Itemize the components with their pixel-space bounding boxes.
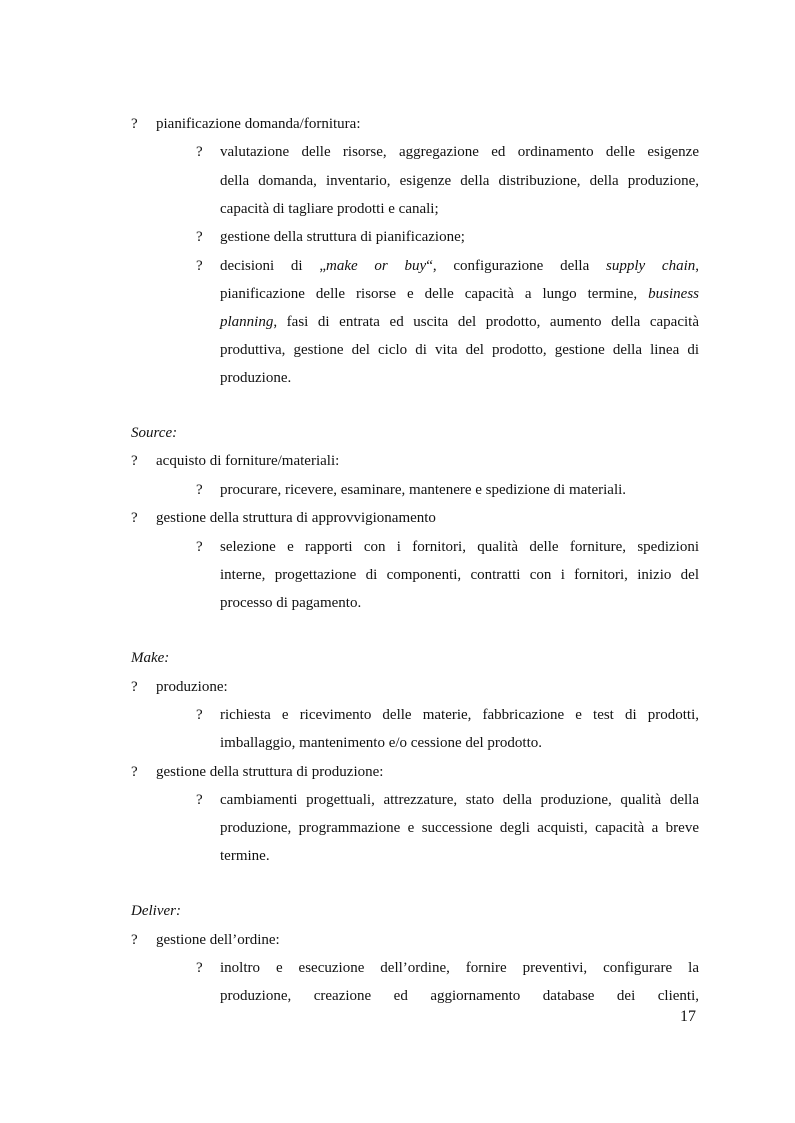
source-sub2-line3: processo di pagamento.	[220, 595, 362, 611]
source-item-structure: gestione della struttura di approvvigionamento	[156, 510, 436, 526]
text-run: “, configurazione della	[426, 258, 606, 274]
text-run-italic: make or buy	[326, 258, 427, 274]
make-item-production: produzione:	[156, 679, 228, 695]
plan-sub3-line4: produttiva, gestione del ciclo di vita del prodotto, gestione della linea di	[220, 342, 699, 358]
plan-sub1-line1: valutazione delle risorse, aggregazione ed ordinamento delle esigenze	[220, 144, 699, 160]
plan-sub1-line3: capacità di tagliare prodotti e canali;	[220, 201, 439, 217]
deliver-item-order: gestione dell’ordine:	[156, 932, 280, 948]
page-number: 17	[680, 1008, 696, 1025]
plan-item-demand-supply: pianificazione domanda/fornitura:	[156, 116, 361, 132]
make-item-structure: gestione della struttura di produzione:	[156, 764, 384, 780]
plan-sub1-line2: della domanda, inventario, esigenze della distribuzione, della produzione,	[220, 173, 699, 189]
bullet-glyph: ?	[196, 539, 203, 555]
section-heading-source: Source:	[131, 425, 178, 441]
deliver-sub1-line1: inoltro e esecuzione dell’ordine, fornire preventivi, configurare la	[220, 960, 699, 976]
deliver-sub1-line2: produzione, creazione ed aggiornamento database dei clienti,	[220, 988, 699, 1004]
source-sub1-line1: procurare, ricevere, esaminare, mantenere e spedizione di materiali.	[220, 482, 627, 498]
bullet-glyph: ?	[196, 792, 203, 808]
text-run-italic: supply chain	[606, 258, 696, 274]
source-sub2-line1: selezione e rapporti con i fornitori, qualità delle forniture, spedizioni	[220, 539, 699, 555]
source-item-procurement: acquisto di forniture/materiali:	[156, 453, 340, 469]
bullet-glyph: ?	[196, 229, 203, 245]
plan-sub2-line1: gestione della struttura di pianificazione;	[220, 229, 465, 245]
bullet-glyph: ?	[196, 144, 203, 160]
text-run-italic: business	[648, 286, 699, 302]
bullet-glyph: ?	[196, 482, 203, 498]
make-sub2-line3: termine.	[220, 848, 270, 864]
section-heading-deliver: Deliver:	[131, 903, 181, 919]
bullet-glyph: ?	[131, 679, 138, 695]
bullet-glyph: ?	[196, 258, 203, 274]
text-run-italic: planning	[220, 314, 274, 330]
text-run: decisioni di „	[220, 258, 327, 274]
bullet-glyph: ?	[131, 453, 138, 469]
bullet-glyph: ?	[131, 764, 138, 780]
make-sub1-line2: imballaggio, mantenimento e/o cessione del prodotto.	[220, 735, 543, 751]
bullet-glyph: ?	[131, 932, 138, 948]
plan-sub3-line2	[220, 285, 699, 303]
bullet-glyph: ?	[196, 960, 203, 976]
text-run: pianificazione delle risorse e delle capacità a lungo termine,	[220, 286, 649, 302]
bullet-glyph: ?	[131, 510, 138, 526]
make-sub2-line2: produzione, programmazione e successione degli acquisti, capacità a breve	[220, 820, 699, 836]
make-sub1-line1: richiesta e ricevimento delle materie, fabbricazione e test di prodotti,	[220, 707, 699, 723]
text-run: ,	[695, 258, 699, 274]
plan-sub3-line5: produzione.	[220, 370, 292, 386]
bullet-glyph: ?	[196, 707, 203, 723]
plan-sub3-line3	[220, 313, 699, 331]
plan-sub3-line1	[220, 257, 699, 275]
make-sub2-line1: cambiamenti progettuali, attrezzature, stato della produzione, qualità della	[220, 792, 699, 808]
bullet-glyph: ?	[131, 116, 138, 132]
text-run: , fasi di entrata ed uscita del prodotto, aumento della capacità	[273, 314, 699, 330]
source-sub2-line2: interne, progettazione di componenti, contratti con i fornitori, inizio del	[220, 567, 699, 583]
section-heading-make: Make:	[131, 650, 170, 666]
